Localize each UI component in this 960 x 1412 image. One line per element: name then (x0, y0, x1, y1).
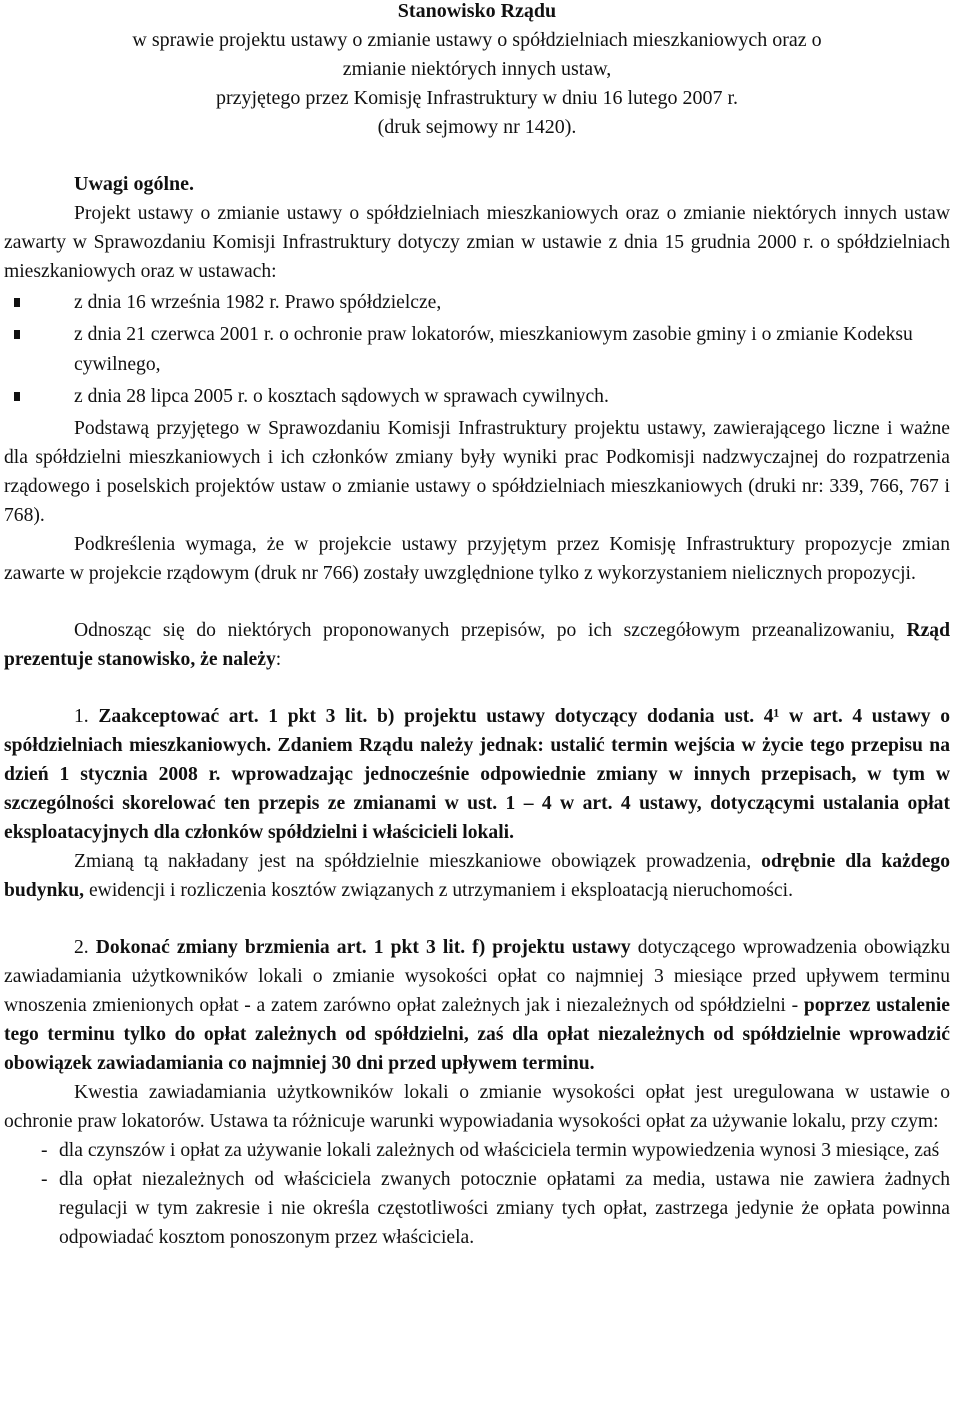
list-item (41, 1136, 950, 1165)
list-item-text: z dnia 16 września 1982 r. Prawo spółdzielcze, (74, 292, 442, 313)
position-lead-bold: Rząd prezentuje stanowisko, że należy (4, 620, 950, 670)
dash-bullet-icon: - (41, 1140, 48, 1161)
paragraph-basis: Podstawą przyjętego w Sprawozdaniu Komisji Infrastruktury projektu ustawy, zawierającego liczne i ważne dla spółdzielni mieszkaniowych i ich członków zmiany były wyniki prac Podkomisji nadzwyczajnej do rozpatrzenia rządowego i poselskich projektów ustaw o zmianie ustawy o spółdzielniach mieszkaniowych (druki nr: 339, 766, 767 i 768). (4, 418, 950, 526)
fee-rules-list (4, 1136, 950, 1252)
spacer (4, 588, 950, 616)
square-bullet-icon (14, 298, 20, 307)
law-list (4, 288, 950, 412)
document-title: Stanowisko Rządu (397, 0, 557, 22)
list-item-text: dla czynszów i opłat za używanie lokali zależnych od właściciela termin wypowiedzenia wynosi 3 miesiące, zaś (59, 1140, 940, 1161)
item-2-bold-b: poprzez ustalenie tego terminu tylko do opłat zależnych od spółdzielni, zaś dla opłat niezależnych od spółdzielnie wprowadzić obowiązek zawiadamiania co najmniej 30 dni przed upływem terminu. (4, 995, 950, 1074)
list-item-text: z dnia 28 lipca 2005 r. o kosztach sądowych w sprawach cywilnych. (74, 386, 609, 407)
spacer (4, 674, 950, 702)
item-1-paragraph (4, 702, 950, 847)
subtitle-line: (druk sejmowy nr 1420). (377, 116, 577, 138)
subtitle-line: przyjętego przez Komisję Infrastruktury w dniu 16 lutego 2007 r. (215, 87, 739, 109)
list-item (74, 320, 950, 380)
item-1-explanation-text: Zmianą tą nakładany jest na spółdzielnie mieszkaniowe obowiązek prowadzenia, (74, 851, 762, 872)
spacer (4, 905, 950, 933)
item-2-number: 2. (74, 937, 96, 958)
item-1-explanation (4, 847, 950, 905)
item-2-text-a: dotyczącego wprowadzenia obowiązku zawiadamiania użytkowników lokali o zmianie wysokości opłat co najmniej 3 miesiące przed upływem terminu wnoszenia zmienionych opłat - a zatem zarówno opłat zależnych jak i niezależnych od spółdzielni - (4, 937, 951, 1016)
square-bullet-icon (14, 330, 20, 339)
position-lead-text: Odnosząc się do niektórych proponowanych przepisów, po ich szczegółowym przeanalizowaniu, (74, 620, 907, 641)
list-item (74, 382, 950, 412)
list-item (74, 288, 950, 318)
document-page (4, 0, 950, 1252)
document-subtitle (4, 26, 950, 142)
paragraph-position (4, 616, 950, 674)
position-lead-colon: : (275, 649, 282, 670)
item-1-explanation-text-end: ewidencji i rozliczenia kosztów związanych z utrzymaniem i eksploatacją nieruchomości. (84, 880, 793, 901)
list-item-text: z dnia 21 czerwca 2001 r. o ochronie praw lokatorów, mieszkaniowym zasobie gminy i o zmianie Kodeksu cywilnego, (74, 324, 913, 375)
paragraph-intro: Projekt ustawy o zmianie ustawy o spółdzielniach mieszkaniowych oraz o zmianie niektórych innych ustaw zawarty w Sprawozdaniu Komisji Infrastruktury dotyczy zmian w ustawie z dnia 15 grudnia 2000 r. o spółdzielniach mieszkaniowych oraz w ustawach: (4, 203, 950, 282)
section-heading-general: Uwagi ogólne. (74, 173, 194, 195)
paragraph-emphasis: Podkreślenia wymaga, że w projekcie ustawy przyjętym przez Komisję Infrastruktury propozycje zmian zawarte w projekcie rządowym (druk nr 766) zostały uwzględnione tylko z wykorzystaniem nielicznych propozycji. (4, 534, 950, 584)
item-1-bold-text: Zaakceptować art. 1 pkt 3 lit. b) projektu ustawy dotyczący dodania ust. 4¹ w art. 4 ustawy o spółdzielniach mieszkaniowych. Zdaniem Rządu należy jednak: ustalić termin wejścia w życie tego przepisu na dzień 1 stycznia 2008 r. wprowadzając jednocześnie odpowiednie zmiany w innych przepisach, w tym w szczególności skorelować ten przepis ze zmianami w ust. 1 – 4 w art. 4 ustawy, dotyczącymi ustalania opłat eksploatacyjnych dla członków spółdzielni i właścicieli lokali. (4, 706, 951, 843)
item-1-explanation-bold: odrębnie dla każdego budynku, (4, 851, 950, 901)
list-item-text: dla opłat niezależnych od właściciela zwanych potocznie opłatami za media, ustawa nie zawiera żadnych regulacji w tym zakresie i nie określa częstotliwości zmiany tych opłat, zastrzega jedynie że opłata powinna odpowiadać kosztom ponoszonym przez właściciela. (59, 1169, 950, 1248)
item-2-paragraph (4, 933, 950, 1078)
item-2-bold-a: Dokonać zmiany brzmienia art. 1 pkt 3 lit. f) projektu ustawy (95, 937, 631, 958)
dash-bullet-icon: - (41, 1169, 48, 1190)
list-item (41, 1165, 950, 1252)
item-1-number: 1. (74, 706, 99, 727)
square-bullet-icon (14, 392, 20, 401)
subtitle-line: w sprawie projektu ustawy o zmianie ustawy o spółdzielniach mieszkaniowych oraz o (132, 29, 822, 51)
subtitle-line: zmianie niektórych innych ustaw, (342, 58, 612, 80)
item-2-explanation: Kwestia zawiadamiania użytkowników lokali o zmianie wysokości opłat jest uregulowana w ustawie o ochronie praw lokatorów. Ustawa ta różnicuje warunki wypowiadania wysokości opłat za używanie lokalu, przy czym: (4, 1082, 950, 1132)
